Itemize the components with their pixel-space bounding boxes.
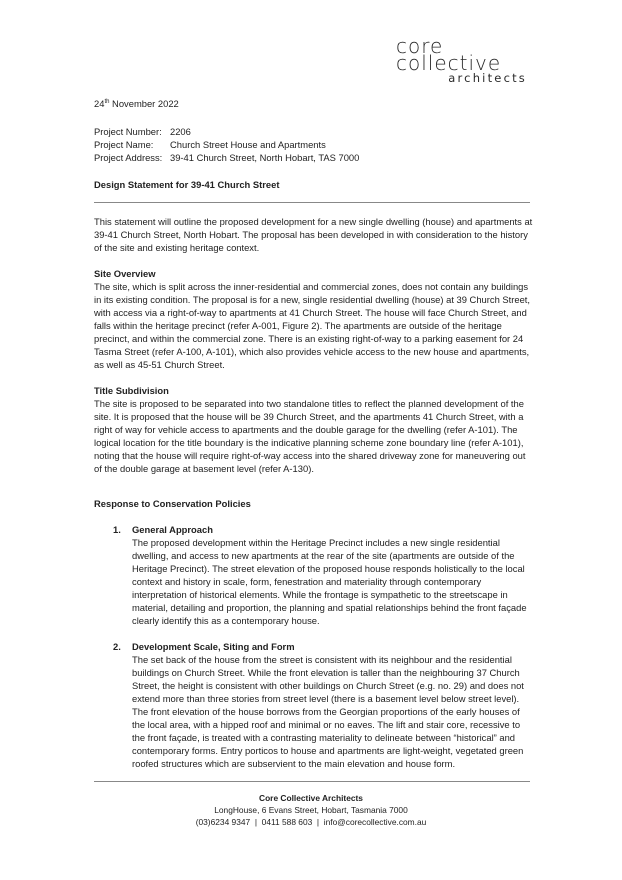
site-overview-text: The site, which is split across the inner-residential and commercial zones, does not contain any buildings in its existing condition. The proposal is for a new, single residential dwelling (house) at 39 Church Street, with access via a right-of-way to apartments at 41 Church Street. The house will face Church Street, and falls within the heritage precinct (refer A-001, Figure 2). The apartments are outside of the heritage precinct, and within the commercial zone. There is an existing right-of-way to a parking easement for 24 Tasma Street (refer A-100, A-101), which also provides vehicle access to the new house and apartments, as well as 45-51 Church Street. xyxy=(94,281,531,370)
project-name-value: Church Street House and Apartments xyxy=(170,139,326,150)
policy-heading: Development Scale, Siting and Form xyxy=(132,641,295,652)
title-subdivision-text: The site is proposed to be separated into two standalone titles to reflect the planned development of the site. It is proposed that the house will be 39 Church Street, and the apartments 41 Church Street, with a right of way for vehicle access to apartments and the double garage for the dwelling (refer A-101). The logical location for the title boundary is the indicative planning scheme zone boundary line (refer A-101), noting that the house will require right-of-way access into the shared driveway zone for maneuvering out of the double garage at basement level (refer A-130). xyxy=(94,398,526,474)
date-suffix: th xyxy=(104,98,110,105)
project-details xyxy=(94,125,359,164)
policy-heading: General Approach xyxy=(132,524,213,535)
site-overview-heading: Site Overview xyxy=(94,268,156,279)
footer xyxy=(0,792,622,828)
statement-body xyxy=(94,215,534,770)
title-subdivision-heading: Title Subdivision xyxy=(94,385,169,396)
project-number-label: Project Number: xyxy=(94,126,162,137)
project-address-row xyxy=(94,151,359,164)
project-name-row xyxy=(94,138,359,151)
conservation-heading: Response to Conservation Policies xyxy=(94,498,251,509)
intro-paragraph: This statement will outline the proposed development for a new single dwelling (house) and apartments at 39-41 Church Street, North Hobart. The proposal has been developed in with consideration to the history of the site and existing heritage context. xyxy=(94,216,533,253)
logo-line-architects: architects xyxy=(448,71,527,85)
policy-text: The set back of the house from the street is consistent with its neighbour and the residential buildings on Church Street. While the front elevation is taller than the neighbouring 37 Church Street, the height is consistent with other buildings on Church Street (e.g. no. 29) and does not extend more than three stories from street level (there is a basement level below street level). The front elevation of the house borrows from the Georgian proportions of the early houses of the local area, with a hipped roof and minimal or no eaves. The lift and stair core, recessive to the front façade, is treated with a contrasting materiality to delineate between “historical” and contemporary forms. Entry porticos to house and apartments are light-weight, vegetated green roofed structures which are subservient to the main elevation and house form. xyxy=(132,654,524,769)
date-day: 24 xyxy=(94,98,105,109)
policy-item xyxy=(113,640,534,770)
company-logo xyxy=(396,34,531,85)
title-divider xyxy=(94,202,530,203)
footer-contact: (03)6234 9347 | 0411 588 603 | info@corecollective.com.au xyxy=(195,817,427,827)
footer-address: LongHouse, 6 Evans Street, Hobart, Tasmania 7000 xyxy=(214,805,408,815)
footer-divider xyxy=(94,781,530,782)
logo-line-collective: collective xyxy=(396,51,502,75)
policy-number: 1. xyxy=(113,524,121,535)
logo-line-core: core xyxy=(396,34,444,58)
footer-company-name: Core Collective Architects xyxy=(259,793,363,803)
project-address-value: 39-41 Church Street, North Hobart, TAS 7000 xyxy=(170,152,360,163)
policy-item xyxy=(113,523,534,627)
policy-number: 2. xyxy=(113,641,121,652)
date-month-year: November 2022 xyxy=(109,98,179,109)
project-number-row xyxy=(94,125,359,138)
policy-text: The proposed development within the Heritage Precinct includes a new single residential dwelling, and access to new apartments at the rear of the site (apartments are outside of the Heritage Precinct). The street elevation of the proposed house responds holistically to the local context and history in scale, form, fenestration and materiality through contemporary interpretation of historical elements. While the frontage is sympathetic to the streetscape in material, detailing and proportion, the planning and spatial relationships behind the front façade clearly identify this as a contemporary house. xyxy=(132,537,527,626)
project-name-label: Project Name: xyxy=(94,139,154,150)
document-title: Design Statement for 39-41 Church Street xyxy=(94,179,280,190)
project-address-label: Project Address: xyxy=(94,152,163,163)
letter-date xyxy=(94,98,179,109)
project-number-value: 2206 xyxy=(170,126,191,137)
